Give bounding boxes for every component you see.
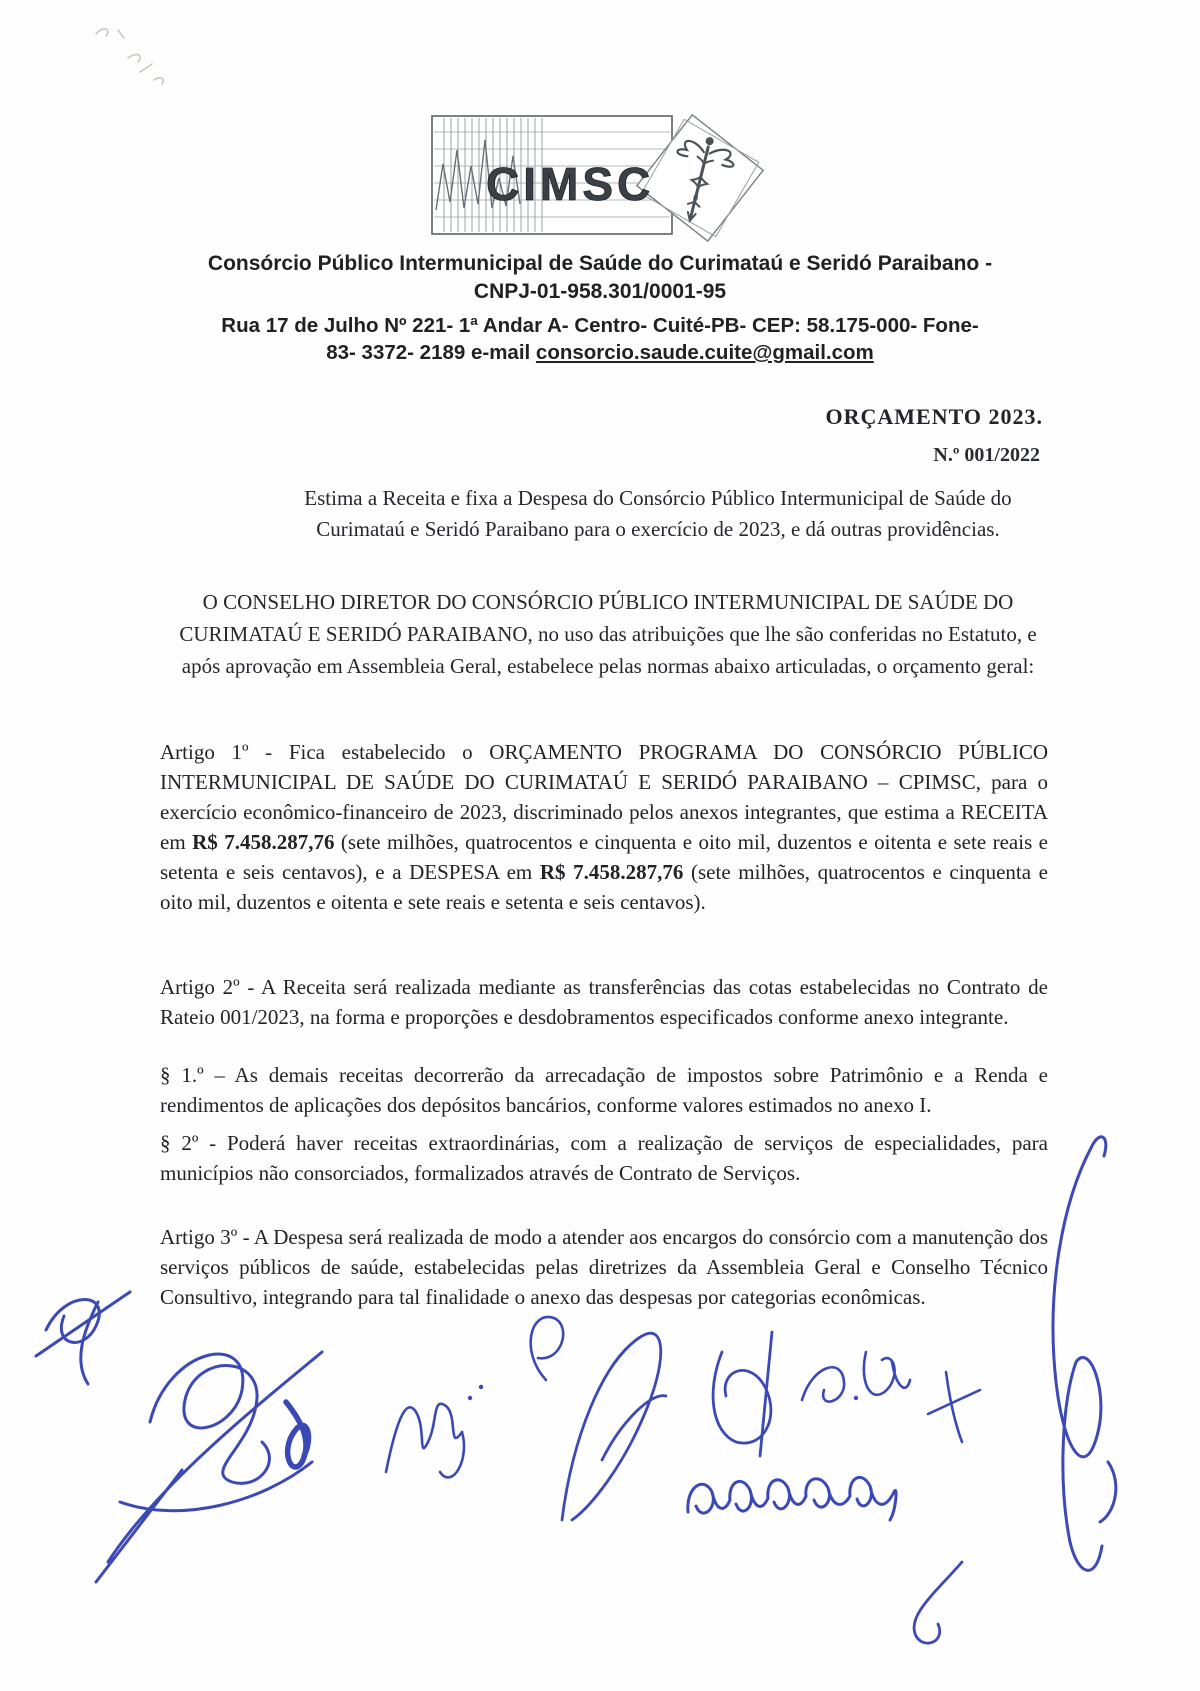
signature-stroke-d-loop xyxy=(531,1317,564,1380)
signature-stroke-left-flourish xyxy=(96,1352,322,1582)
article-2: Artigo 2º - A Receita será realizada mediante as transferências das cotas estabelecidas no Contrato de Rateio 001/2023, na forma e proporções e desdobramentos especificados conforme anexo integrante. xyxy=(160,975,1048,1029)
signature-stroke-far-left xyxy=(36,1292,130,1384)
article-1-text-b: (sete milhões, quatrocentos e cinquenta e oito mil, duzentos e oitenta e sete reais e setenta e seis centavos), e a DESPESA em xyxy=(160,830,1048,884)
receita-amount: R$ 7.458.287,76 xyxy=(192,830,335,854)
signature-stroke-muji xyxy=(386,1404,464,1478)
signature-stroke-bottom-curl xyxy=(914,1562,962,1643)
signature-stroke-t-cross xyxy=(928,1372,980,1442)
org-name: Consórcio Público Intermunicipal de Saúde do Curimataú e Seridó Paraibano - xyxy=(207,252,993,275)
signature-stroke-aume xyxy=(688,1477,896,1520)
signature-ink xyxy=(36,1137,1116,1643)
document-number: N.º 001/2022 xyxy=(933,444,1040,466)
paragraph-1: § 1.º – As demais receitas decorrerão da arrecadação de impostos sobre Patrimônio e a Renda e rendimentos de aplicações dos depósitos bancários, conforme valores estimados no anexo I. xyxy=(160,1063,1048,1117)
logo-acronym: CIMSC xyxy=(486,158,655,210)
preamble: O CONSELHO DIRETOR DO CONSÓRCIO PÚBLICO INTERMUNICIPAL DE SAÚDE DO CURIMATAÚ E SERIDÓ PARAIBANO, no uso das atribuições que lhe são conferidas no Estatuto, e após aprovação em Assembleia Geral, estabelece pelas normas abaixo articuladas, o orçamento geral: xyxy=(179,590,1037,678)
signature-dot-1 xyxy=(468,1396,472,1400)
signature-dot-3 xyxy=(854,1396,858,1400)
article-1-text-c: (sete milhões, quatrocentos e cinquenta e oito mil, duzentos e oitenta e sete reais e setenta e seis centavos). xyxy=(160,860,1048,914)
paragraph-2: § 2º - Poderá haver receitas extraordinárias, com a realização de serviços de especialidades, para municípios não consorciados, formalizados através de Contrato de Serviços. xyxy=(160,1131,1048,1185)
document-title: ORÇAMENTO 2023. xyxy=(825,404,1043,429)
email-link: consorcio.saude.cuite@gmail.com xyxy=(535,341,874,364)
logo xyxy=(428,106,773,254)
signature-stroke-dense-patch xyxy=(286,1402,309,1467)
phone-text: 83- 3372- 2189 e-mail xyxy=(326,341,536,364)
signature-stroke-left-loops xyxy=(150,1354,269,1483)
article-1 xyxy=(160,737,1048,917)
signature-stroke-center-sweep xyxy=(562,1333,666,1520)
article-1-text-a: Artigo 1º - Fica estabelecido o ORÇAMENTO PROGRAMA DO CONSÓRCIO PÚBLICO INTERMUNICIPAL DE SAÚDE DO CURIMATAÚ E SERIDÓ PARAIBANO – CPIMSC, para o exercício econômico-financeiro de 2023, discriminado pelos anexos integrantes, que estima a RECEITA em xyxy=(160,740,1048,854)
signature-stroke-mid-d xyxy=(713,1332,772,1456)
org-cnpj: CNPJ-01-958.301/0001-95 xyxy=(473,280,727,303)
address-line2 xyxy=(100,339,1100,366)
article-3: Artigo 3º - A Despesa será realizada de modo a atender aos encargos do consórcio com a manutenção dos serviços públicos de saúde, estabelecidas pelas diretrizes da Assembleia Geral e Conselho Técnico Consultivo, integrando para tal finalidade o anexo das despesas por categorias econômicas. xyxy=(160,1225,1048,1309)
address-line1: Rua 17 de Julho Nº 221- 1ª Andar A- Centro- Cuité-PB- CEP: 58.175-000- Fone- xyxy=(221,314,979,337)
epigraph: Estima a Receita e fixa a Despesa do Consórcio Público Intermunicipal de Saúde do Curimataú e Seridó Paraibano para o exercício de 2023, e dá outras providências. xyxy=(304,486,1012,541)
despesa-amount: R$ 7.458.287,76 xyxy=(539,860,684,884)
signature-stroke-gr-m xyxy=(802,1352,910,1402)
pencil-mark xyxy=(60,10,260,120)
signature-dot-2 xyxy=(479,1385,483,1389)
signature-stroke-right-long xyxy=(1053,1137,1116,1571)
